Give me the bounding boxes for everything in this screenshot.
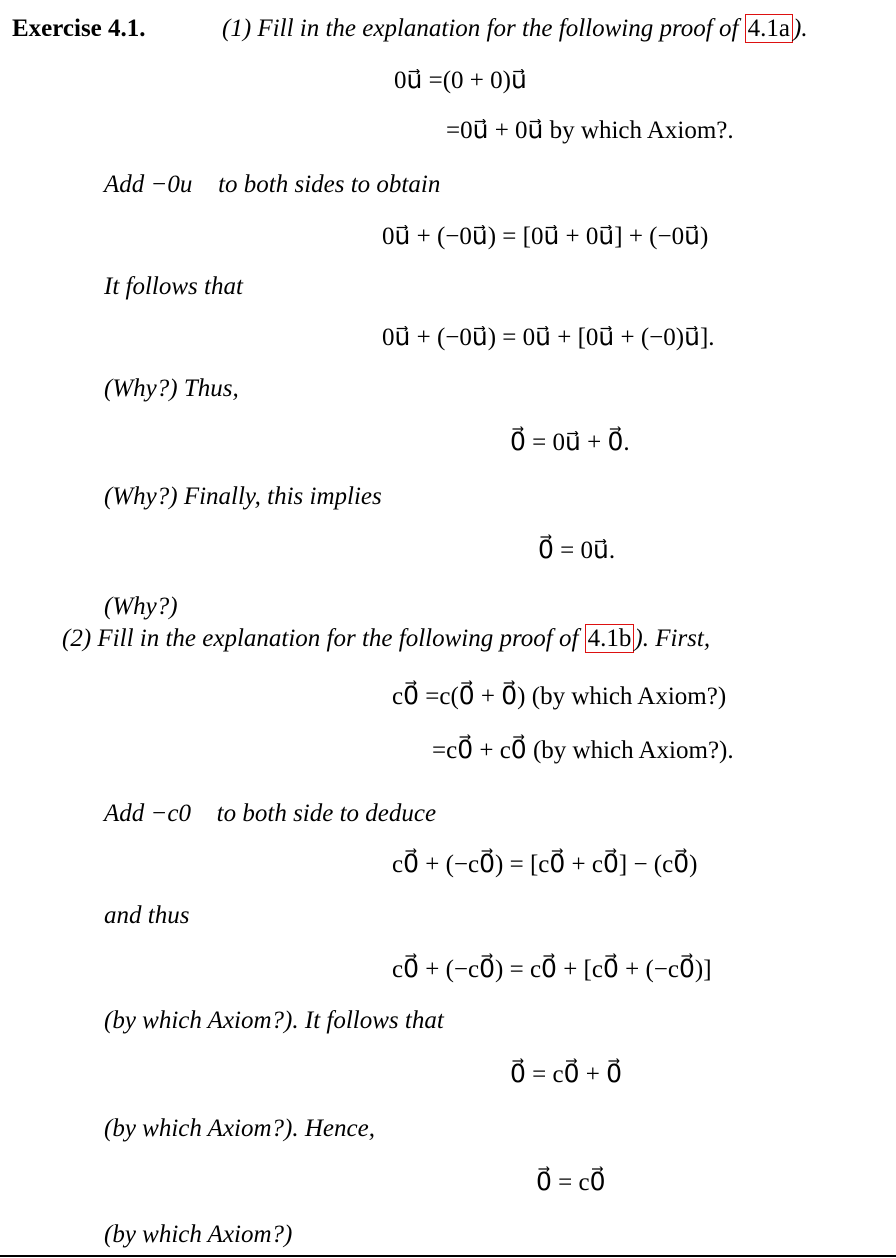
part1-eq4: 0u⃗ + (−0u⃗) = 0u⃗ + [0u⃗ + (−0)u⃗].: [382, 324, 715, 351]
part1-text2: It follows that: [104, 273, 243, 300]
part1-eq2: =0u⃗ + 0u⃗ by which Axiom?.: [446, 117, 734, 144]
part1-text1: Add −0u⃗ to both sides to obtain: [104, 171, 441, 198]
page-bottom-rule: [0, 1255, 896, 1257]
part2-eq6: 0⃗ = c0⃗: [536, 1169, 606, 1196]
part2-eq3: c0⃗ + (−c0⃗) = [c0⃗ + c0⃗] − (c0⃗): [392, 851, 698, 878]
part1-text3: (Why?) Thus,: [104, 375, 239, 402]
part2-text4: (by which Axiom?). Hence,: [104, 1115, 375, 1142]
part2-intro-suffix: ). First,: [634, 625, 711, 652]
exercise-heading: Exercise 4.1.: [12, 15, 146, 42]
part2-eq1: c0⃗ =c(0⃗ + 0⃗) (by which Axiom?): [392, 683, 727, 710]
part1-eq6: 0⃗ = 0u⃗.: [538, 537, 616, 564]
part1-text5: (Why?): [104, 593, 178, 620]
part1-intro: [222, 16, 808, 41]
part2-intro: [62, 626, 710, 651]
part2-text2: and thus: [104, 902, 190, 929]
part2-intro-prefix: (2) Fill in the explanation for the following proof of: [62, 625, 585, 652]
part1-eq5: 0⃗ = 0u⃗ + 0⃗.: [510, 429, 630, 456]
part2-equation-ref-link[interactable]: 4.1b: [585, 624, 635, 653]
part2-eq5: 0⃗ = c0⃗ + 0⃗: [510, 1061, 623, 1088]
part2-text5: (by which Axiom?): [104, 1221, 293, 1248]
part1-eq1: 0u⃗ =(0 + 0)u⃗: [394, 67, 527, 94]
part1-eq3: 0u⃗ + (−0u⃗) = [0u⃗ + 0u⃗] + (−0u⃗): [382, 223, 709, 250]
part2-eq2: =c0⃗ + c0⃗ (by which Axiom?).: [432, 737, 734, 764]
part1-equation-ref-link[interactable]: 4.1a: [745, 14, 793, 43]
part1-text4: (Why?) Finally, this implies: [104, 483, 382, 510]
part2-eq4: c0⃗ + (−c0⃗) = c0⃗ + [c0⃗ + (−c0⃗)]: [392, 956, 712, 983]
part1-intro-suffix: ).: [793, 15, 808, 42]
part2-text3: (by which Axiom?). It follows that: [104, 1007, 444, 1034]
part1-intro-prefix: (1) Fill in the explanation for the following proof of: [222, 15, 745, 42]
part2-text1: Add −c0⃗ to both side to deduce: [104, 800, 437, 827]
